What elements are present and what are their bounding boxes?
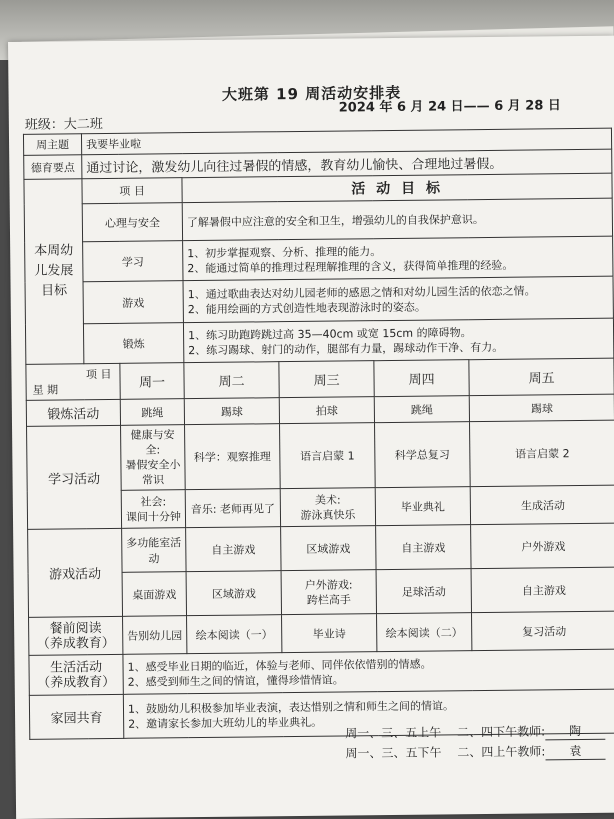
reading-cell: 告别幼儿园 (123, 616, 187, 655)
theme-value: 我要毕业啦 (81, 128, 611, 155)
goals-col-goal: 活 动 目 标 (182, 173, 612, 203)
game-cell: 户外游戏: 跨栏高手 (281, 570, 376, 615)
game-cell: 桌面游戏 (122, 572, 186, 617)
game-cell: 区域游戏 (186, 571, 281, 616)
reading-cell: 毕业诗 (282, 614, 377, 653)
signature-name: 袁 (545, 742, 605, 761)
signature-text: 周一、三、五下午 二、四上午教师: (345, 744, 546, 761)
game-cell: 足球活动 (376, 569, 471, 614)
study-cell: 音乐: 老师再见了 (185, 489, 280, 528)
reading-cell: 绘本阅读（二） (377, 613, 472, 652)
day-header: 周三 (279, 361, 374, 398)
home-label: 家园共育 (29, 694, 123, 739)
goal-text: 了解暑假中应注意的安全和卫生，增强幼儿的自我保护意识。 (182, 198, 612, 241)
game-cell: 自主游戏 (471, 567, 614, 613)
moral-value: 通过讨论，激发幼儿向往过暑假的情感，教育幼儿愉快、合理地过暑假。 (82, 149, 612, 179)
date-range: 2024 年 6 月 24 日—— 6 月 28 日 (338, 98, 561, 116)
goal-item: 游戏 (83, 281, 183, 324)
game-row (28, 523, 614, 573)
goal-row (25, 236, 613, 282)
class-label: 班级： (24, 117, 64, 133)
exercise-cell: 跳绳 (120, 399, 184, 426)
study-cell: 科学总复习 (375, 422, 471, 488)
home-text: 1、鼓励幼儿积极参加毕业表演，表达惜别之情和师生之间的情谊。 2、邀请家长参加大班幼儿的毕业典礼。 (123, 689, 614, 738)
reading-cell: 绘本阅读（一） (187, 615, 282, 654)
study-label: 学习活动 (27, 425, 122, 529)
moral-label: 德育要点 (24, 155, 82, 180)
game-cell: 多功能室活动 (122, 528, 186, 573)
reading-row (29, 611, 614, 655)
corner-top: 项 目 (85, 367, 112, 382)
goal-item: 锻炼 (83, 323, 183, 364)
schedule-table (23, 128, 614, 740)
schedule-sheet (8, 36, 614, 819)
goal-text: 1、通过歌曲表达对幼儿园老师的感恩之情和对幼儿园生活的依恋之情。 2、能用绘画的方式创造性地表现游泳时的姿态。 (183, 276, 613, 323)
exercise-cell: 拍球 (279, 397, 374, 424)
page-title: 大班第 19 周活动安排表 (221, 83, 402, 104)
exercise-cell: 踢球 (469, 394, 614, 422)
class-line (25, 113, 103, 133)
game-label: 游戏活动 (28, 528, 123, 617)
class-name: 大二班 (63, 117, 103, 133)
goals-col-item: 项 目 (82, 178, 182, 204)
day-header: 周二 (184, 362, 279, 399)
theme-label: 周主题 (23, 134, 81, 156)
goal-text: 1、练习助跑跨跳过高 35—40cm 或宽 15cm 的障碍物。 2、练习踢球、射门的动作，腿部有力量，踢球动作干净、有力。 (183, 318, 613, 363)
goal-item: 学习 (83, 241, 183, 282)
day-header: 周四 (374, 360, 469, 397)
corner-cell (26, 363, 120, 400)
game-cell: 户外游戏 (471, 523, 614, 569)
game-cell: 自主游戏 (376, 525, 471, 570)
study-cell: 社会: 课间十分钟 (121, 490, 185, 529)
signature-text: 周一、三、五上午 二、四下午教师: (345, 724, 546, 741)
game-cell: 自主游戏 (186, 527, 281, 572)
goal-row (24, 198, 612, 242)
reading-label: 餐前阅读 （养成教育） (29, 616, 123, 655)
life-row (29, 649, 614, 695)
study-row (27, 420, 614, 491)
study-cell: 健康与安全: 暑假安全小常识 (121, 425, 186, 491)
goal-item: 心理与安全 (82, 203, 182, 242)
life-label: 生活活动 （养成教育） (29, 654, 123, 695)
game-cell: 区域游戏 (281, 526, 376, 571)
exercise-label: 锻炼活动 (26, 399, 120, 426)
signature-name: 陶 (545, 722, 605, 741)
life-text: 1、感受毕业日期的临近，体验与老师、同伴依依惜别的情感。 2、感受到师生之间的情谊，懂得珍惜情谊。 (123, 649, 614, 694)
corner-bottom: 星 期 (32, 383, 59, 397)
study-cell: 生成活动 (470, 485, 614, 525)
goal-row (25, 318, 613, 364)
study-cell: 语言启蒙 2 (470, 420, 614, 487)
signature-line (345, 742, 605, 763)
goal-row (25, 276, 613, 324)
exercise-cell: 踢球 (184, 398, 279, 425)
exercise-cell: 跳绳 (374, 396, 469, 423)
days-header-row (26, 358, 614, 400)
day-header: 周五 (469, 358, 614, 396)
signature-line (345, 722, 605, 743)
goal-text: 1、初步掌握观察、分析、推理的能力。 2、能通过简单的推理过程理解推理的含义，获得简单推理的经验。 (183, 236, 613, 281)
study-cell: 科学：观察推理 (185, 424, 281, 490)
study-cell: 毕业典礼 (375, 487, 470, 526)
study-cell: 美术: 游泳真快乐 (280, 488, 375, 527)
goals-side-label: 本周幼儿发展目标 (24, 179, 84, 365)
day-header: 周一 (120, 363, 184, 400)
study-cell: 语言启蒙 1 (280, 423, 376, 489)
reading-cell: 复习活动 (472, 611, 614, 651)
